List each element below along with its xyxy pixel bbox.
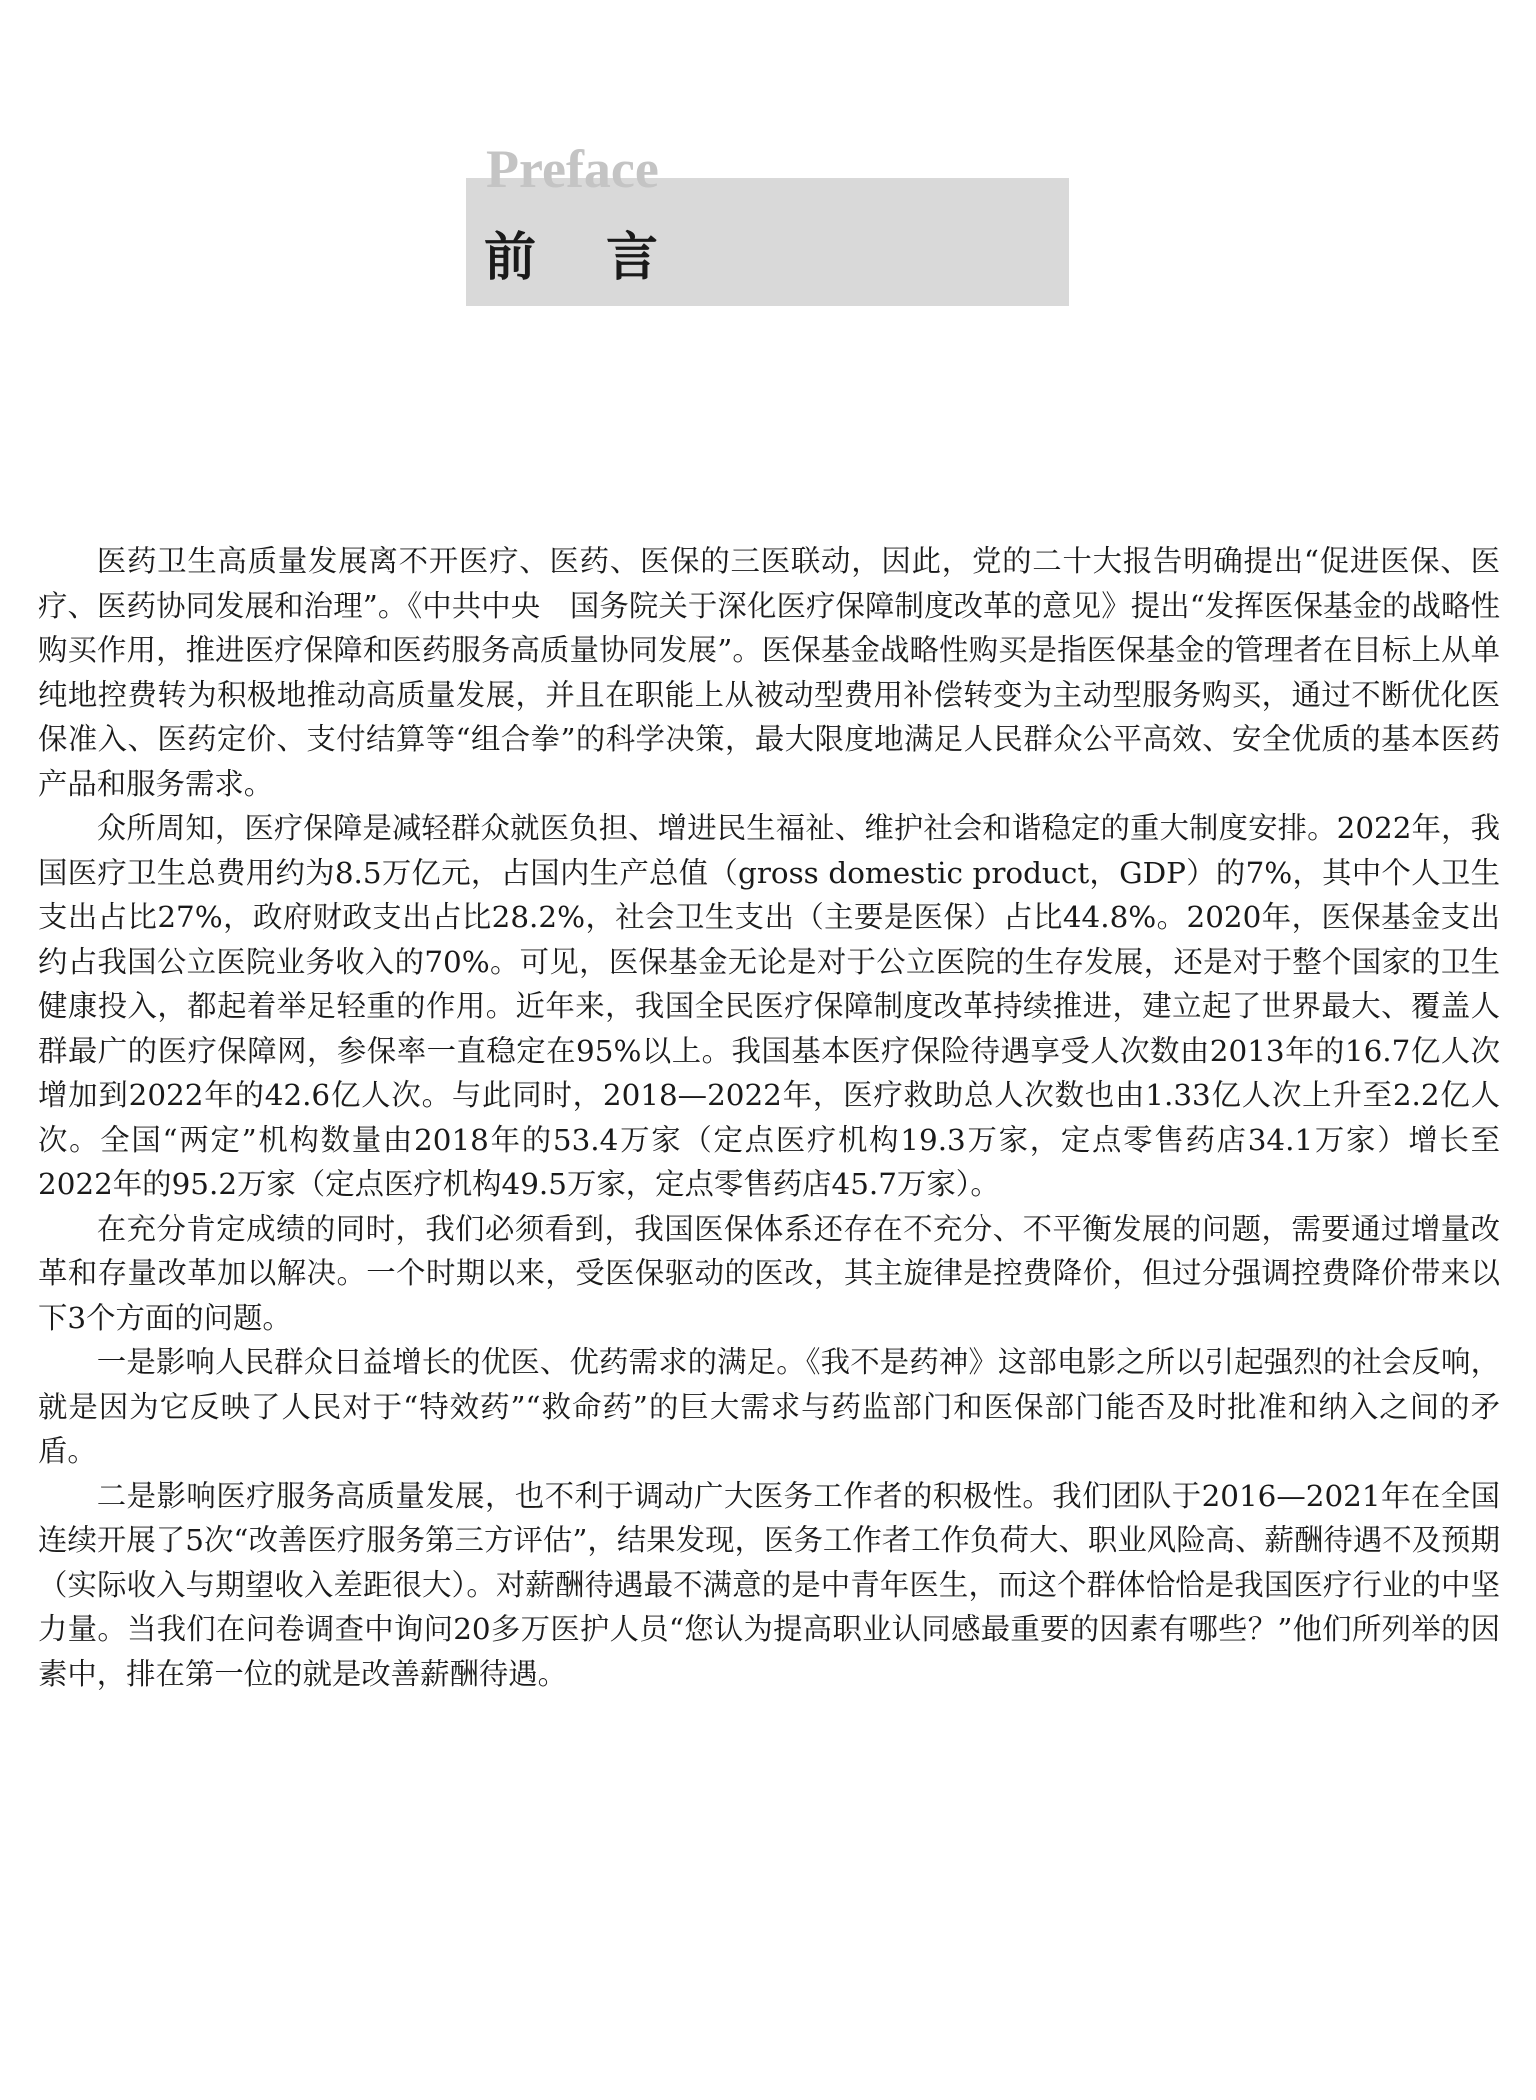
paragraph-4: 一是影响人民群众日益增长的优医、优药需求的满足。《我不是药神》这部电影之所以引起强烈的社会反响，就是因为它反映了人民对于“特效药”“救命药”的巨大需求与药监部门和医保部门能否及时批准和纳入之间的矛盾。 [38, 1345, 1500, 1468]
body-text [38, 539, 1500, 1696]
paragraph-2: 众所周知，医疗保障是减轻群众就医负担、增进民生福祉、维护社会和谐稳定的重大制度安排。2022年，我国医疗卫生总费用约为8.5万亿元，占国内生产总值（gross domestic product，GDP）的7%，其中个人卫生支出占比27%，政府财政支出占比28.2%，社会卫生支出（主要是医保）占比44.8%。2020年，医保基金支出约占我国公立医院业务收入的70%。可见，医保基金无论是对于公立医院的生存发展，还是对于整个国家的卫生健康投入，都起着举足轻重的作用。近年来，我国全民医疗保障制度改革持续推进，建立起了世界最大、覆盖人群最广的医疗保障网，参保率一直稳定在95%以上。我国基本医疗保险待遇享受人次数由2013年的16.7亿人次增加到2022年的42.6亿人次。与此同时，2018—2022年，医疗救助总人次数也由1.33亿人次上升至2.2亿人次。全国“两定”机构数量由2018年的53.4万家（定点医疗机构19.3万家，定点零售药店34.1万家）增长至2022年的95.2万家（定点医疗机构49.5万家，定点零售药店45.7万家）。 [38, 811, 1500, 1201]
header-title-zh: 前言 [484, 228, 729, 288]
paragraph-3: 在充分肯定成绩的同时，我们必须看到，我国医保体系还存在不充分、不平衡发展的问题，需要通过增量改革和存量改革加以解决。一个时期以来，受医保驱动的医改，其主旋律是控费降价，但过分强调控费降价带来以下3个方面的问题。 [38, 1211, 1500, 1335]
paragraph-5: 二是影响医疗服务高质量发展，也不利于调动广大医务工作者的积极性。我们团队于2016—2021年在全国连续开展了5次“改善医疗服务第三方评估”，结果发现，医务工作者工作负荷大、职业风险高、薪酬待遇不及预期（实际收入与期望收入差距很大）。对薪酬待遇最不满意的是中青年医生，而这个群体恰恰是我国医疗行业的中坚力量。当我们在问卷调查中询问20多万医护人员“您认为提高职业认同感最重要的因素有哪些？”他们所列举的因素中，排在第一位的就是改善薪酬待遇。 [38, 1478, 1500, 1691]
header-title-en: Preface [486, 139, 659, 199]
paragraph-1: 医药卫生高质量发展离不开医疗、医药、医保的三医联动，因此，党的二十大报告明确提出“促进医保、医疗、医药协同发展和治理”。《中共中央 国务院关于深化医疗保障制度改革的意见》提出“发挥医保基金的战略性购买作用，推进医疗保障和医药服务高质量协同发展”。医保基金战略性购买是指医保基金的管理者在目标上从单纯地控费转为积极地推动高质量发展，并且在职能上从被动型费用补偿转变为主动型服务购买，通过不断优化医保准入、医药定价、支付结算等“组合拳”的科学决策，最大限度地满足人民群众公平高效、安全优质的基本医药产品和服务需求。 [38, 544, 1500, 801]
